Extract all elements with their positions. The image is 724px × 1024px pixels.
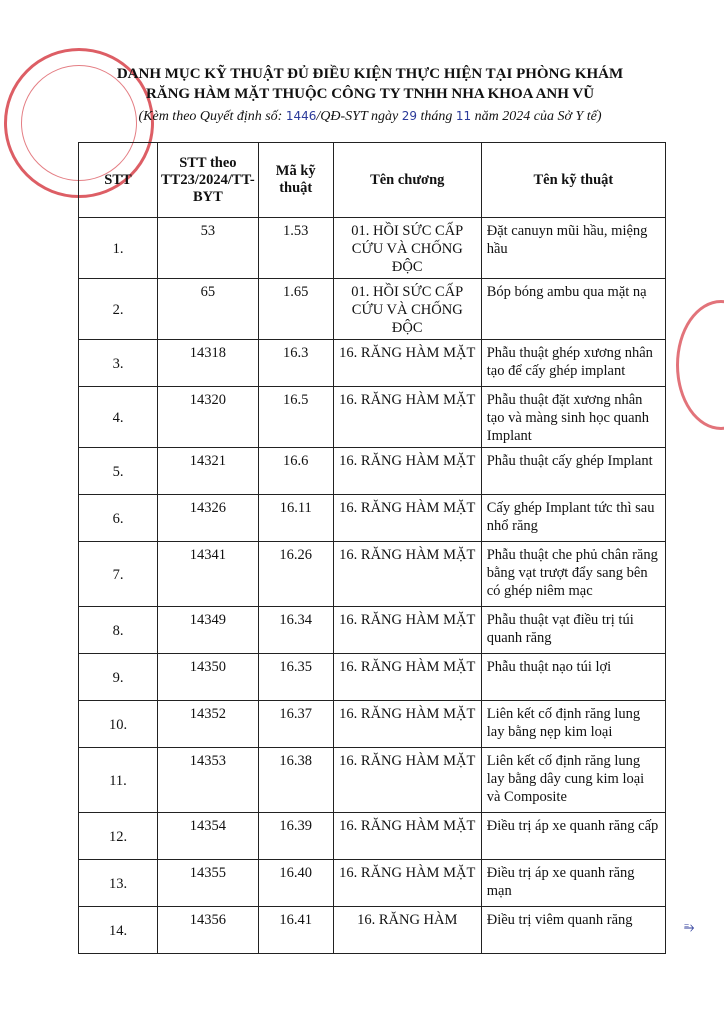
cell-chapter-name: 16. RĂNG HÀM MẶT	[333, 495, 481, 542]
cell-stt: 3.	[79, 340, 158, 387]
header-stt-tt23: STT theo TT23/2024/TT-BYT	[158, 143, 259, 218]
table-row	[79, 448, 666, 495]
cell-technique-code: 16.5	[258, 387, 333, 448]
cell-technique-code: 16.11	[258, 495, 333, 542]
header-stt: STT	[79, 143, 158, 218]
cell-chapter-name: 01. HỒI SỨC CẤP CỨU VÀ CHỐNG ĐỘC	[333, 218, 481, 279]
cell-stt-tt23: 14350	[158, 654, 259, 701]
cell-technique-name: Đặt canuyn mũi hầu, miệng hầu	[481, 218, 665, 279]
decision-month: 11	[455, 109, 472, 123]
cell-chapter-name: 16. RĂNG HÀM MẶT	[333, 860, 481, 907]
subtitle-middle-2: tháng	[416, 109, 456, 124]
cell-stt-tt23: 14318	[158, 340, 259, 387]
cell-technique-code: 1.65	[258, 279, 333, 340]
cell-stt-tt23: 14349	[158, 607, 259, 654]
cell-technique-code: 16.6	[258, 448, 333, 495]
cell-chapter-name: 16. RĂNG HÀM MẶT	[333, 813, 481, 860]
cell-stt: 12.	[79, 813, 158, 860]
cell-stt-tt23: 14341	[158, 542, 259, 607]
document-header	[60, 64, 680, 127]
table-row	[79, 542, 666, 607]
cell-technique-name: Điều trị áp xe quanh răng cấp	[481, 813, 665, 860]
cell-stt-tt23: 14320	[158, 387, 259, 448]
cell-technique-code: 16.26	[258, 542, 333, 607]
document-subtitle	[60, 106, 680, 127]
subtitle-middle-1: /QĐ-SYT ngày	[316, 109, 402, 124]
cell-stt: 1.	[79, 218, 158, 279]
cell-chapter-name: 16. RĂNG HÀM MẶT	[333, 607, 481, 654]
table-row	[79, 340, 666, 387]
table-row	[79, 654, 666, 701]
cell-stt-tt23: 14355	[158, 860, 259, 907]
cell-stt-tt23: 65	[158, 279, 259, 340]
cell-technique-code: 1.53	[258, 218, 333, 279]
cell-stt: 10.	[79, 701, 158, 748]
cell-stt: 6.	[79, 495, 158, 542]
cell-chapter-name: 16. RĂNG HÀM MẶT	[333, 701, 481, 748]
cell-technique-name: Phẫu thuật cấy ghép Implant	[481, 448, 665, 495]
cell-technique-name: Liên kết cố định răng lung lay bằng nẹp kim loại	[481, 701, 665, 748]
table-row	[79, 813, 666, 860]
cell-stt-tt23: 14353	[158, 748, 259, 813]
cell-technique-code: 16.39	[258, 813, 333, 860]
table-row	[79, 218, 666, 279]
handwritten-initial-mark: ⥱	[684, 920, 695, 935]
table-body	[79, 218, 666, 954]
cell-technique-name: Phẫu thuật nạo túi lợi	[481, 654, 665, 701]
cell-technique-code: 16.37	[258, 701, 333, 748]
document-title-line-2: RĂNG HÀM MẶT THUỘC CÔNG TY TNHH NHA KHOA ANH VŨ	[145, 86, 595, 102]
cell-chapter-name: 16. RĂNG HÀM MẶT	[333, 748, 481, 813]
table-row	[79, 387, 666, 448]
techniques-table	[78, 142, 666, 954]
decision-day: 29	[401, 109, 417, 123]
table-row	[79, 860, 666, 907]
cell-technique-name: Liên kết cố định răng lung lay bằng dây cung kim loại và Composite	[481, 748, 665, 813]
header-technique-name: Tên kỹ thuật	[481, 143, 665, 218]
cell-technique-code: 16.34	[258, 607, 333, 654]
cell-technique-code: 16.41	[258, 907, 333, 954]
cell-technique-code: 16.38	[258, 748, 333, 813]
cell-stt-tt23: 14326	[158, 495, 259, 542]
cell-technique-code: 16.35	[258, 654, 333, 701]
cell-technique-name: Phẫu thuật ghép xương nhân tạo để cấy ghép implant	[481, 340, 665, 387]
cell-technique-name: Phẫu thuật vạt điều trị túi quanh răng	[481, 607, 665, 654]
table-row	[79, 907, 666, 954]
cell-technique-code: 16.3	[258, 340, 333, 387]
cell-stt-tt23: 14354	[158, 813, 259, 860]
subtitle-suffix: năm 2024 của Sở Y tế)	[471, 109, 602, 124]
cell-stt: 14.	[79, 907, 158, 954]
cell-chapter-name: 16. RĂNG HÀM MẶT	[333, 387, 481, 448]
cell-stt: 5.	[79, 448, 158, 495]
cell-technique-name: Cấy ghép Implant tức thì sau nhổ răng	[481, 495, 665, 542]
cell-stt-tt23: 14356	[158, 907, 259, 954]
cell-technique-name: Bóp bóng ambu qua mặt nạ	[481, 279, 665, 340]
cell-technique-name: Điều trị áp xe quanh răng mạn	[481, 860, 665, 907]
table-row	[79, 279, 666, 340]
header-chapter-name: Tên chương	[333, 143, 481, 218]
cell-technique-name: Phẫu thuật che phủ chân răng bằng vạt trượt đẩy sang bên có ghép niêm mạc	[481, 542, 665, 607]
cell-technique-name: Điều trị viêm quanh răng	[481, 907, 665, 954]
cell-chapter-name: 01. HỒI SỨC CẤP CỨU VÀ CHỐNG ĐỘC	[333, 279, 481, 340]
cell-chapter-name: 16. RĂNG HÀM MẶT	[333, 340, 481, 387]
cell-stt: 8.	[79, 607, 158, 654]
document-title-line-1: DANH MỤC KỸ THUẬT ĐỦ ĐIỀU KIỆN THỰC HIỆN TẠI PHÒNG KHÁM	[116, 66, 624, 82]
table-row	[79, 607, 666, 654]
cell-stt: 13.	[79, 860, 158, 907]
table-row	[79, 748, 666, 813]
header-technique-code: Mã kỹ thuật	[258, 143, 333, 218]
cell-stt-tt23: 14352	[158, 701, 259, 748]
cell-stt: 4.	[79, 387, 158, 448]
table-row	[79, 495, 666, 542]
table-header-row	[79, 143, 666, 218]
cell-technique-name: Phẫu thuật đặt xương nhân tạo và màng sinh học quanh Implant	[481, 387, 665, 448]
cell-chapter-name: 16. RĂNG HÀM MẶT	[333, 654, 481, 701]
cell-chapter-name: 16. RĂNG HÀM MẶT	[333, 542, 481, 607]
cell-stt: 2.	[79, 279, 158, 340]
decision-number: 1446	[285, 109, 317, 123]
cell-stt-tt23: 14321	[158, 448, 259, 495]
table-row	[79, 701, 666, 748]
cell-chapter-name: 16. RĂNG HÀM MẶT	[333, 448, 481, 495]
cell-stt: 9.	[79, 654, 158, 701]
cell-stt: 7.	[79, 542, 158, 607]
official-stamp-seal-partial	[676, 300, 724, 430]
cell-chapter-name: 16. RĂNG HÀM	[333, 907, 481, 954]
cell-stt: 11.	[79, 748, 158, 813]
subtitle-prefix: (Kèm theo Quyết định số:	[138, 109, 286, 124]
cell-stt-tt23: 53	[158, 218, 259, 279]
cell-technique-code: 16.40	[258, 860, 333, 907]
